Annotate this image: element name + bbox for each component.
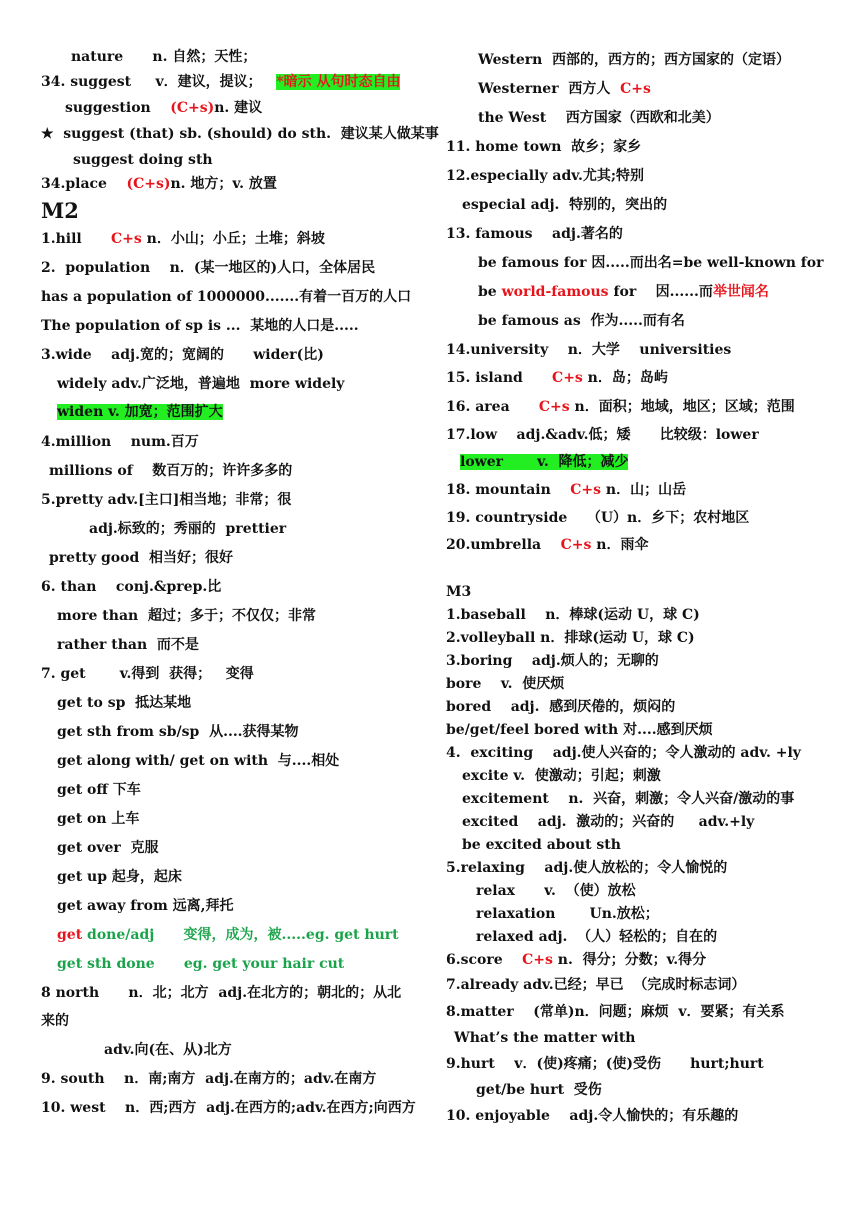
vocab-line (454, 1028, 636, 1048)
vocab-line (104, 1040, 232, 1060)
vocab-line (462, 766, 661, 786)
text-segment: adv.向(在、从)北方 (104, 1042, 232, 1058)
text-segment: C+s (522, 952, 553, 968)
text-segment: (C+s) (126, 176, 171, 192)
text-segment: rather than 而不是 (57, 637, 199, 653)
text-segment: get on 上车 (57, 811, 140, 827)
vocab-line (41, 432, 199, 452)
text-segment: be excited about sth (462, 837, 621, 853)
vocab-line (41, 258, 375, 278)
vocab-line (446, 1106, 738, 1126)
vocab-line (446, 950, 706, 970)
vocab-line (41, 1098, 416, 1118)
vocab-line (446, 651, 659, 671)
vocab-line (57, 925, 399, 945)
vocab-line (41, 490, 291, 510)
vocab-line (478, 253, 824, 273)
vocab-line (446, 743, 801, 763)
text-segment: be famous for 因.....而出名=be well-known for (478, 255, 824, 271)
text-segment: n. 得分；分数；v.得分 (552, 952, 707, 968)
vocab-line (41, 124, 439, 144)
text-segment: 4. exciting adj.使人兴奋的；令人激动的 adv. +ly (446, 745, 801, 761)
text-segment: 2. population n．(某一地区的)人口，全体居民 (41, 260, 376, 276)
text-segment: C+s (538, 399, 570, 415)
text-segment: 7.already adv.已经；早已 （完成时标志词） (446, 977, 746, 993)
text-segment: 18. mountain (446, 482, 571, 498)
section-heading (41, 198, 79, 224)
vocab-line (57, 402, 223, 422)
vocab-line (446, 697, 675, 717)
text-segment: 4.million num.百万 (41, 434, 199, 450)
text-segment: 12.especially adv.尤其;特别 (446, 168, 645, 184)
text-segment: relaxed adj. （人）轻松的；自在的 (476, 929, 718, 945)
vocab-line (446, 605, 700, 625)
text-segment: 10. enjoyable adj.令人愉快的；有乐趣的 (446, 1108, 739, 1124)
text-segment: for 因......而 (608, 284, 713, 300)
text-segment: relax v. （使）放松 (476, 883, 636, 899)
vocab-line (57, 635, 199, 655)
vocab-line (57, 896, 234, 916)
text-segment: excitement n. 兴奋，刺激；令人兴奋/激动的事 (462, 791, 795, 807)
text-segment: get away from 远离,拜托 (57, 898, 234, 914)
vocab-line (476, 1080, 602, 1100)
text-segment: 34.place (41, 176, 127, 192)
text-segment: widely adv.广泛地，普遍地 more widely (57, 376, 345, 392)
text-segment: 13. famous adj.著名的 (446, 226, 623, 242)
text-segment: bored adj. 感到厌倦的，烦闷的 (446, 699, 676, 715)
vocab-line (446, 166, 644, 186)
vocab-line (476, 904, 659, 924)
text-segment: C+s (560, 537, 592, 553)
text-segment: M3 (446, 584, 472, 600)
text-segment: 3.boring adj.烦人的；无聊的 (446, 653, 659, 669)
vocab-line (446, 720, 713, 740)
text-segment: C+s (552, 370, 583, 386)
text-segment: What’s the matter with (454, 1030, 636, 1046)
text-segment: 1.hill (41, 231, 111, 247)
vocab-line (462, 812, 754, 832)
vocab-line (446, 1054, 764, 1074)
text-segment: more than 超过；多于；不仅仅；非常 (57, 608, 316, 624)
text-segment: suggest doing sth (73, 152, 213, 168)
vocab-line (446, 368, 668, 388)
text-segment: C+s (111, 231, 142, 247)
vocab-line (89, 519, 286, 539)
text-segment: 来的 (41, 1013, 69, 1029)
text-segment: n．岛；岛屿 (582, 370, 668, 386)
text-segment: 6. than conj.&prep.比 (41, 579, 222, 595)
text-segment: done/adj 变得，成为，被.....eg. get hurt (82, 927, 399, 943)
vocab-line (57, 374, 344, 394)
text-segment: 10. west n．西;西方 adj.在西方的;adv.在西方;向西方 (41, 1100, 416, 1116)
text-segment: 5.pretty adv.[主口]相当地；非常；很 (41, 492, 292, 508)
vocab-line (41, 229, 325, 249)
vocab-line (49, 548, 233, 568)
text-segment: the West 西方国家（西欧和北美） (478, 110, 720, 126)
vocab-line (478, 50, 790, 70)
vocab-line (57, 838, 159, 858)
text-segment: *暗示 从句时态自由 (276, 74, 401, 90)
vocab-line (446, 425, 759, 445)
text-segment: lower v. 降低；减少 (460, 454, 629, 470)
text-segment: relaxation Un.放松； (476, 906, 659, 922)
text-segment: millions of 数百万的；许许多多的 (49, 463, 293, 479)
vocab-line (446, 975, 745, 995)
text-segment: 16. area (446, 399, 539, 415)
text-segment: ★ suggest (that) sb. (should) do sth. 建议某人做某事 (41, 126, 439, 142)
text-segment: M2 (41, 198, 79, 223)
text-segment: get off 下车 (57, 782, 141, 798)
text-segment: suggestion (65, 100, 171, 116)
text-segment: The population of sp is ... 某地的人口是..... (41, 318, 359, 334)
vocab-line (41, 345, 324, 365)
vocab-line (476, 927, 717, 947)
text-segment: n．小山；小丘；土堆；斜坡 (141, 231, 325, 247)
vocab-line (41, 72, 400, 92)
text-segment: world-famous (501, 284, 609, 300)
vocab-line (476, 881, 636, 901)
text-segment: 11. home town 故乡；家乡 (446, 139, 642, 155)
vocab-line (462, 789, 794, 809)
vocab-line (446, 508, 749, 528)
text-segment: has a population of 1000000.......有着一百万的人口 (41, 289, 412, 305)
vocab-line (57, 780, 141, 800)
vocab-line (49, 461, 292, 481)
vocab-line (71, 47, 256, 67)
text-segment: 5.relaxing adj.使人放松的；令人愉悦的 (446, 860, 728, 876)
vocab-line (41, 1011, 69, 1031)
vocab-line (57, 867, 182, 887)
vocab-line (57, 722, 299, 742)
text-segment: Western 西部的，西方的；西方国家的（定语） (478, 52, 791, 68)
text-segment: be famous as 作为.....而有名 (478, 313, 685, 329)
text-segment: C+s (620, 81, 651, 97)
text-segment: Westerner 西方人 (478, 81, 621, 97)
text-segment: 14.university n．大学 universities (446, 342, 732, 358)
text-segment: adj.标致的；秀丽的 prettier (89, 521, 287, 537)
text-segment: 7. get v.得到 获得； 变得 (41, 666, 254, 682)
text-segment: get over 克服 (57, 840, 159, 856)
vocab-line (478, 79, 651, 99)
text-segment: C+s (570, 482, 602, 498)
vocab-line (57, 954, 344, 974)
text-segment: 19. countryside （U）n．乡下；农村地区 (446, 510, 750, 526)
text-segment: 8.matter (常单)n．问题；麻烦 v．要紧；有关系 (446, 1004, 785, 1020)
text-segment: pretty good 相当好；很好 (49, 550, 234, 566)
text-segment: 20.umbrella (446, 537, 561, 553)
text-segment: get sth done eg. get your hair cut (57, 956, 345, 972)
vocab-line (462, 835, 621, 855)
vocab-line (57, 751, 339, 771)
text-segment: widen v. 加宽；范围扩大 (57, 404, 223, 420)
text-segment: get/be hurt 受伤 (476, 1082, 602, 1098)
vocab-line (446, 224, 623, 244)
text-segment: get sth from sb/sp 从....获得某物 (57, 724, 299, 740)
text-segment: n．山；山岳 (601, 482, 687, 498)
vocab-line (446, 1002, 785, 1022)
text-segment: get to sp 抵达某地 (57, 695, 192, 711)
text-segment: 举世闻名 (712, 284, 769, 300)
text-segment: n. 建议 (214, 100, 263, 116)
text-segment: excited adj. 激动的；兴奋的 adv.+ly (462, 814, 755, 830)
vocab-line (478, 282, 769, 302)
text-segment: 1.baseball n．棒球(运动 U，球 C) (446, 607, 700, 623)
text-segment: be/get/feel bored with 对....感到厌烦 (446, 722, 713, 738)
text-segment: excite v. 使激动；引起；刺激 (462, 768, 661, 784)
vocab-line (41, 316, 359, 336)
vocab-line (41, 1069, 376, 1089)
text-segment: 9.hurt v．(使)疼痛；(使)受伤 hurt;hurt (446, 1056, 764, 1072)
text-segment: 3.wide adj.宽的；宽阔的 wider(比) (41, 347, 324, 363)
vocab-line (462, 195, 667, 215)
text-segment: nature n. 自然；天性； (71, 49, 257, 65)
text-segment: 2.volleyball n．排球(运动 U，球 C) (446, 630, 695, 646)
text-segment: get up 起身，起床 (57, 869, 182, 885)
vocab-line (41, 664, 254, 684)
vocab-line (41, 174, 277, 194)
text-segment: get (57, 927, 83, 943)
vocab-line (57, 693, 191, 713)
vocab-line (446, 340, 731, 360)
text-segment: especial adj. 特别的，突出的 (462, 197, 668, 213)
vocab-line (41, 287, 411, 307)
vocab-line (446, 582, 471, 602)
text-segment: 8 north n．北；北方 adj.在北方的；朝北的；从北 (41, 985, 402, 1001)
vocab-line (446, 628, 695, 648)
text-segment: n．面积；地域，地区；区域；范围 (569, 399, 795, 415)
text-segment: n. 地方；v. 放置 (170, 176, 277, 192)
text-segment: n．雨伞 (591, 537, 649, 553)
vocab-line (65, 98, 262, 118)
vocab-line (41, 577, 221, 597)
vocab-line (57, 809, 139, 829)
text-segment: be (478, 284, 502, 300)
vocab-line (446, 397, 795, 417)
vocab-line (446, 137, 641, 157)
text-segment: 17.low adj.&adv.低；矮 比较级：lower (446, 427, 759, 443)
text-segment: (C+s) (170, 100, 215, 116)
vocab-line (478, 108, 720, 128)
vocab-line (73, 150, 213, 170)
text-segment: 9. south n．南;南方 adj.在南方的；adv.在南方 (41, 1071, 377, 1087)
vocab-line (460, 452, 628, 472)
vocab-line (57, 606, 316, 626)
text-segment: get along with/ get on with 与....相处 (57, 753, 340, 769)
text-segment: 34. suggest v．建议，提议； (41, 74, 277, 90)
text-segment: bore v. 使厌烦 (446, 676, 565, 692)
vocab-line (446, 480, 686, 500)
vocab-line (446, 535, 648, 555)
vocab-line (478, 311, 685, 331)
text-segment: 6.score (446, 952, 523, 968)
text-segment: 15. island (446, 370, 553, 386)
vocab-line (41, 983, 401, 1003)
vocab-line (446, 858, 727, 878)
vocab-line (446, 674, 564, 694)
